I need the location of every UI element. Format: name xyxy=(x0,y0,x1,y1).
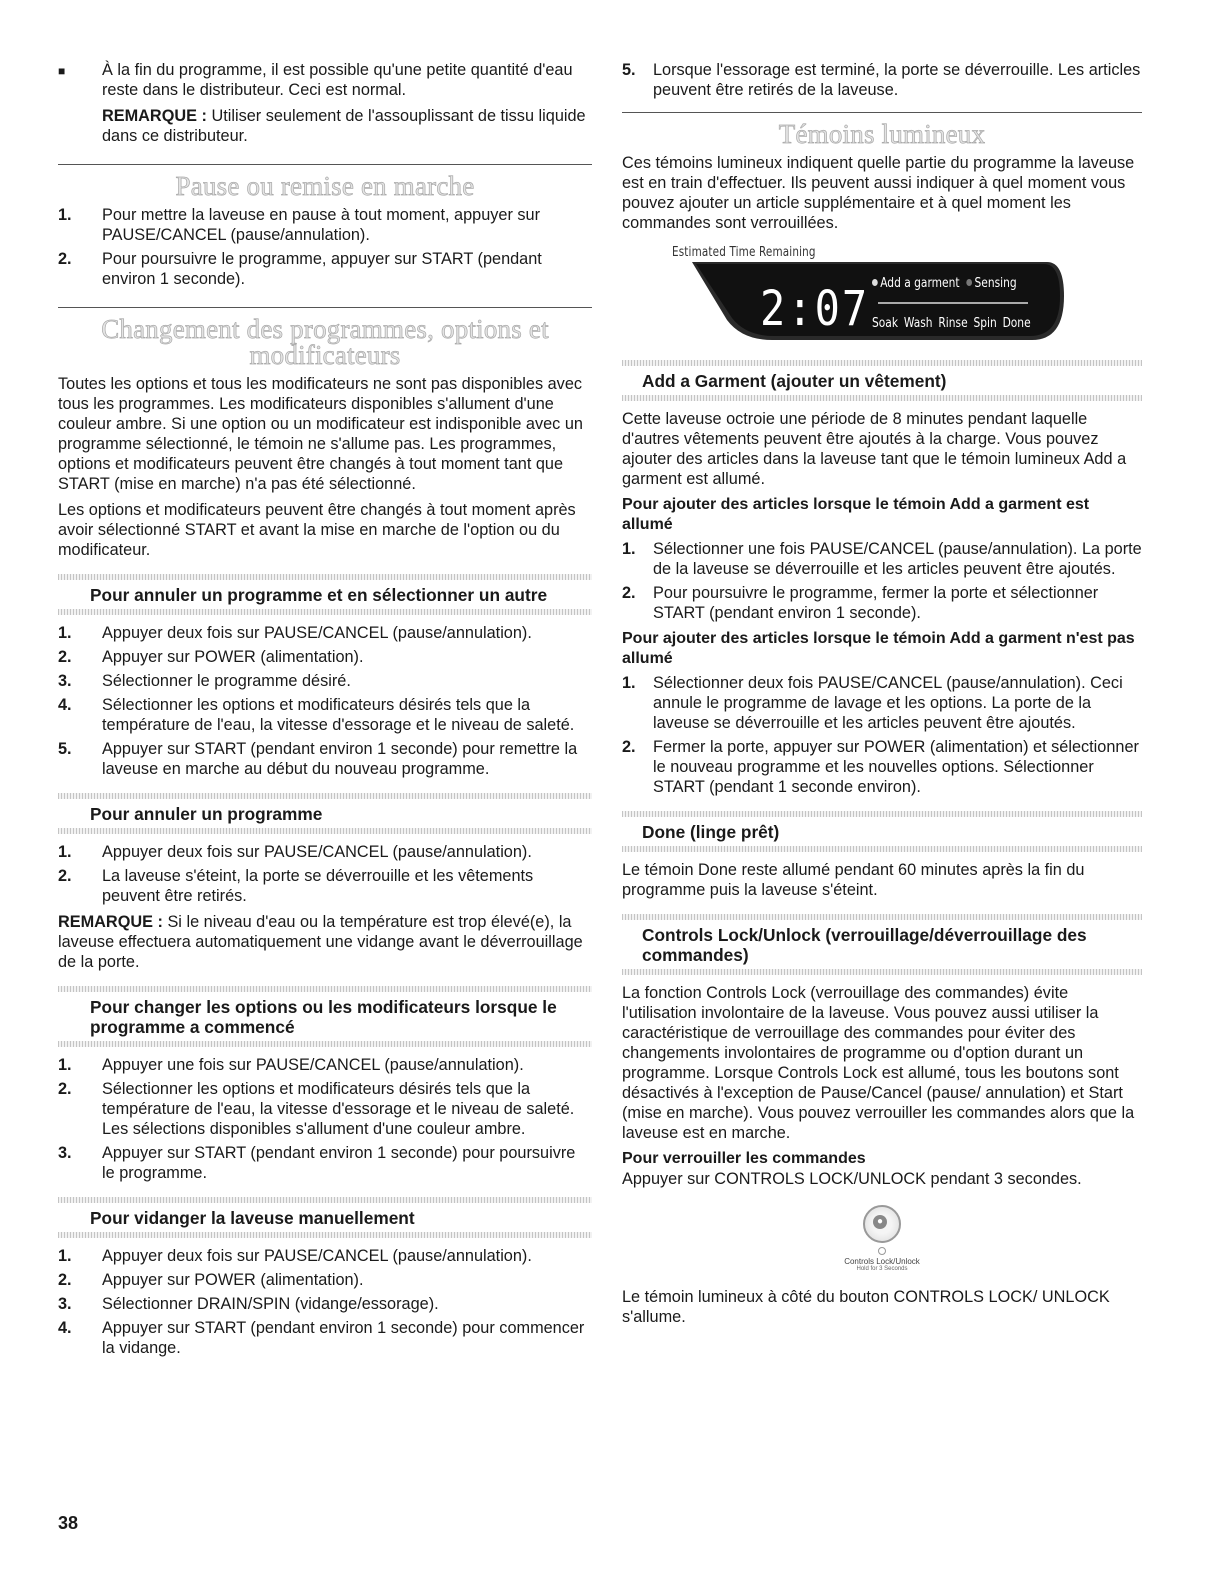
step-text: La laveuse s'éteint, la porte se déverrouille et les vêtements peuvent être retirés. xyxy=(102,867,534,905)
subsection-title: Done (linge prêt) xyxy=(642,822,780,842)
pattern-band xyxy=(622,969,1142,975)
step-text: Appuyer deux fois sur PAUSE/CANCEL (pause/annulation). xyxy=(102,624,532,642)
list-item xyxy=(58,671,592,691)
step-number: 2. xyxy=(622,584,636,602)
step-number: 1. xyxy=(58,206,72,224)
bullet-item xyxy=(58,60,592,100)
step-number: 1. xyxy=(622,674,636,692)
cancel-and-select-steps xyxy=(58,623,592,779)
step-number: 2. xyxy=(58,1271,72,1289)
lock-instruction: Appuyer sur CONTROLS LOCK/UNLOCK pendant 3 secondes. xyxy=(622,1170,1082,1188)
pause-steps xyxy=(58,205,592,289)
pattern-band xyxy=(58,828,592,834)
step-text: Lorsque l'essorage est terminé, la porte se déverrouille. Les articles peuvent être retirés de la laveuse. xyxy=(653,61,1141,99)
step-text: Appuyer sur START (pendant environ 1 seconde) pour poursuivre le programme. xyxy=(102,1144,576,1182)
subsection-header xyxy=(58,986,592,1047)
procedure-heading: Pour ajouter des articles lorsque le témoin Add a garment est allumé xyxy=(622,496,1090,533)
add-garment-indicator: Add a garment xyxy=(880,276,960,291)
step-number: 3. xyxy=(58,672,72,690)
step-text: Pour poursuivre le programme, appuyer sur START (pendant environ 1 seconde). xyxy=(102,250,542,288)
section-title-change xyxy=(58,316,592,368)
list-item xyxy=(622,60,1142,100)
subsection-title: Pour vidanger la laveuse manuellement xyxy=(90,1208,415,1228)
add-lit-steps xyxy=(622,539,1142,623)
done-paragraph: Le témoin Done reste allumé pendant 60 minutes après la fin du programme puis la laveuse s'éteint. xyxy=(622,861,1085,899)
time-readout: 2:07 xyxy=(760,280,870,337)
subsection-header xyxy=(58,1197,592,1238)
page-number: 38 xyxy=(58,1513,79,1533)
list-item xyxy=(58,739,592,779)
subsection-title: Controls Lock/Unlock (verrouillage/déverrouillage des commandes) xyxy=(642,925,1087,965)
change-paragraph-1: Toutes les options et tous les modificateurs ne sont pas disponibles avec tous les programmes. Les modificateurs disponibles s'allument d'une couleur ambre. Si une option ou un modificateur est indisponible avec un programme sélectionné, le témoin ne s'allume pas. Les programmes, options et modificateurs peuvent être changés à tout moment tant que START (mise en marche) n'a pas été sélectionné. xyxy=(58,375,583,493)
subsection-header xyxy=(58,793,592,834)
subsection-title: Pour annuler un programme et en sélectionner un autre xyxy=(90,585,548,605)
step-number: 3. xyxy=(58,1295,72,1313)
list-item xyxy=(58,1055,592,1075)
pattern-band xyxy=(622,395,1142,401)
square-bullet-icon: ■ xyxy=(58,64,66,78)
note-paragraph xyxy=(58,106,592,146)
subsection-title: Pour annuler un programme xyxy=(90,804,323,824)
procedure-heading: Pour ajouter des articles lorsque le témoin Add a garment n'est pas allumé xyxy=(622,630,1135,667)
progress-track xyxy=(878,302,1028,304)
change-paragraph-2: Les options et modificateurs peuvent être changés à tout moment après avoir sélectionné START et avant la mise en marche de l'option ou du modificateur. xyxy=(58,501,576,559)
list-item xyxy=(58,1246,592,1266)
section-title-line: Changement des programmes, options et xyxy=(101,314,549,344)
pattern-band xyxy=(58,1041,592,1047)
step-text: Sélectionner DRAIN/SPIN (vidange/essorage). xyxy=(102,1295,439,1313)
right-column xyxy=(622,60,1142,1327)
lock-paragraph: La fonction Controls Lock (verrouillage des commandes) évite l'utilisation involontaire de la laveuse. Vous pouvez aussi utiliser la caractéristique de verrouillage des commandes pour éviter des changements involontaires de programme ou d'option durant un programme. Lorsque Controls Lock est allumé, tous les boutons sont désactivés à l'exception de Pause/Cancel (pause/ annulation) et Start (mise en marche). Vous pouvez verrouiller les commandes alors que la laveuse est en marche. xyxy=(622,984,1135,1142)
sensing-indicator: Sensing xyxy=(974,276,1017,291)
step-text: Pour poursuivre le programme, fermer la porte et sélectionner START (pendant environ 1 seconde). xyxy=(653,584,1099,622)
subsection-header xyxy=(622,360,1142,401)
step-text: Sélectionner les options et modificateurs désirés tels que la température de l'eau, la vitesse d'essorage et le niveau de saleté. xyxy=(102,696,575,734)
step-number: 1. xyxy=(58,624,72,642)
list-item xyxy=(622,583,1142,623)
add-garment-paragraph: Cette laveuse octroie une période de 8 minutes pendant laquelle d'autres vêtements peuvent être ajoutés à la charge. Vous pouvez ajouter des articles dans la laveuse tant que le témoin lumineux Add a garment est allumé. xyxy=(622,410,1127,488)
step-number: 3. xyxy=(58,1144,72,1162)
step-text: Appuyer sur START (pendant environ 1 seconde) pour commencer la vidange. xyxy=(102,1319,585,1357)
list-item xyxy=(58,1079,592,1139)
list-item xyxy=(622,737,1142,797)
section-title-line: modificateurs xyxy=(249,340,401,370)
subsection-title: Pour changer les options ou les modificateurs lorsque le programme a commencé xyxy=(90,997,557,1037)
display-panel-illustration xyxy=(672,245,1068,346)
step-text: Appuyer deux fois sur PAUSE/CANCEL (pause/annulation). xyxy=(102,843,532,861)
list-item xyxy=(58,1270,592,1290)
lock-button-caption: Controls Lock/Unlock xyxy=(844,1257,920,1266)
step-number: 5. xyxy=(58,740,72,758)
step-number: 4. xyxy=(58,696,72,714)
pattern-band xyxy=(622,846,1142,852)
subsection-title: Add a Garment (ajouter un vêtement) xyxy=(642,371,947,391)
drain-steps xyxy=(58,1246,592,1358)
step-number: 2. xyxy=(622,738,636,756)
step-text: Sélectionner le programme désiré. xyxy=(102,672,351,690)
section-divider xyxy=(58,307,592,308)
indicator-row xyxy=(872,276,1017,291)
step-number: 2. xyxy=(58,250,72,268)
controls-lock-button xyxy=(863,1205,901,1243)
procedure-heading: Pour verrouiller les commandes xyxy=(622,1150,866,1167)
indicator-led-icon xyxy=(878,1247,886,1255)
list-item xyxy=(58,842,592,862)
subsection-header xyxy=(622,811,1142,852)
change-options-steps xyxy=(58,1055,592,1183)
step-number: 2. xyxy=(58,1080,72,1098)
step-number: 1. xyxy=(622,540,636,558)
step-number: 5. xyxy=(622,61,636,79)
step-number: 2. xyxy=(58,867,72,885)
step-text: Pour mettre la laveuse en pause à tout moment, appuyer sur PAUSE/CANCEL (pause/annulation). xyxy=(102,206,541,244)
step-text: Sélectionner les options et modificateurs désirés tels que la température de l'eau, la vitesse d'essorage et le niveau de saleté. Les sélections disponibles s'allument d'une couleur ambre. xyxy=(102,1080,575,1138)
note-text: Utiliser seulement de l'assouplissant de tissu liquide dans ce distributeur. xyxy=(102,107,586,145)
lcd-display xyxy=(672,256,1068,346)
step-number: 2. xyxy=(58,648,72,666)
left-column xyxy=(58,60,592,1358)
list-item xyxy=(58,695,592,735)
list-item xyxy=(58,866,592,906)
cycle-stages: Soak Wash Rinse Spin Done xyxy=(872,316,1031,331)
step-text: Appuyer une fois sur PAUSE/CANCEL (pause/annulation). xyxy=(102,1056,524,1074)
list-item xyxy=(58,1143,592,1183)
step-number: 4. xyxy=(58,1319,72,1337)
lock-button-subcaption: Hold for 3 Seconds xyxy=(856,1266,908,1272)
indicator-dot-icon xyxy=(966,279,972,286)
step-text: Appuyer sur START (pendant environ 1 seconde) pour remettre la laveuse en marche au début du nouveau programme. xyxy=(102,740,578,778)
list-item xyxy=(58,1294,592,1314)
note-label: REMARQUE : xyxy=(58,913,163,931)
note-text: Si le niveau d'eau ou la température est trop élevé(e), la laveuse effectuera automatiquement une vidange avant le déverrouillage de la porte. xyxy=(58,913,583,971)
list-item xyxy=(58,647,592,667)
step-number: 1. xyxy=(58,1247,72,1265)
cancel-steps xyxy=(58,842,592,906)
section-divider xyxy=(622,112,1142,113)
list-item xyxy=(622,673,1142,733)
step-five-list xyxy=(622,60,1142,100)
list-item xyxy=(622,539,1142,579)
list-item xyxy=(58,205,592,245)
pattern-band xyxy=(58,1232,592,1238)
step-text: Fermer la porte, appuyer sur POWER (alimentation) et sélectionner le nouveau programme et les nouvelles options. Sélectionner START (pendant 1 seconde environ). xyxy=(653,738,1139,796)
lcd-shape xyxy=(672,256,1068,346)
step-number: 1. xyxy=(58,1056,72,1074)
step-text: Appuyer sur POWER (alimentation). xyxy=(102,1271,364,1289)
list-item xyxy=(58,623,592,643)
controls-lock-illustration xyxy=(622,1205,1142,1273)
indicator-dot-icon xyxy=(872,279,878,286)
bullet-text: À la fin du programme, il est possible qu'une petite quantité d'eau reste dans le distributeur. Ceci est normal. xyxy=(102,61,573,99)
note-paragraph xyxy=(58,912,592,972)
note-label: REMARQUE : xyxy=(102,107,207,125)
lock-icon: ● xyxy=(873,1215,887,1229)
section-divider xyxy=(58,164,592,165)
list-item xyxy=(58,1318,592,1358)
subsection-header xyxy=(622,914,1142,975)
pattern-band xyxy=(58,609,592,615)
list-item xyxy=(58,249,592,289)
subsection-header xyxy=(58,574,592,615)
step-text: Sélectionner une fois PAUSE/CANCEL (pause/annulation). La porte de la laveuse se déverrouille et les articles peuvent être ajoutés. xyxy=(653,540,1142,578)
panel-caption: Estimated Time Remaining xyxy=(672,245,816,260)
lock-final-paragraph: Le témoin lumineux à côté du bouton CONTROLS LOCK/ UNLOCK s'allume. xyxy=(622,1288,1110,1326)
add-unlit-steps xyxy=(622,673,1142,797)
step-text: Appuyer sur POWER (alimentation). xyxy=(102,648,364,666)
section-title-temoins: Témoins lumineux xyxy=(778,119,986,149)
section-title-pause: Pause ou remise en marche xyxy=(175,171,475,201)
step-text: Sélectionner deux fois PAUSE/CANCEL (pause/annulation). Ceci annule le programme de lavage et les options. La porte de la laveuse se déverrouille et les articles peuvent être ajoutés. xyxy=(653,674,1123,732)
temoins-paragraph: Ces témoins lumineux indiquent quelle partie du programme la laveuse est en train d'effectuer. Ils peuvent aussi indiquer à quel moment vous pouvez ajouter un article supplémentaire et à quel moment les commandes sont verrouillées. xyxy=(622,154,1135,232)
step-number: 1. xyxy=(58,843,72,861)
step-text: Appuyer deux fois sur PAUSE/CANCEL (pause/annulation). xyxy=(102,1247,532,1265)
